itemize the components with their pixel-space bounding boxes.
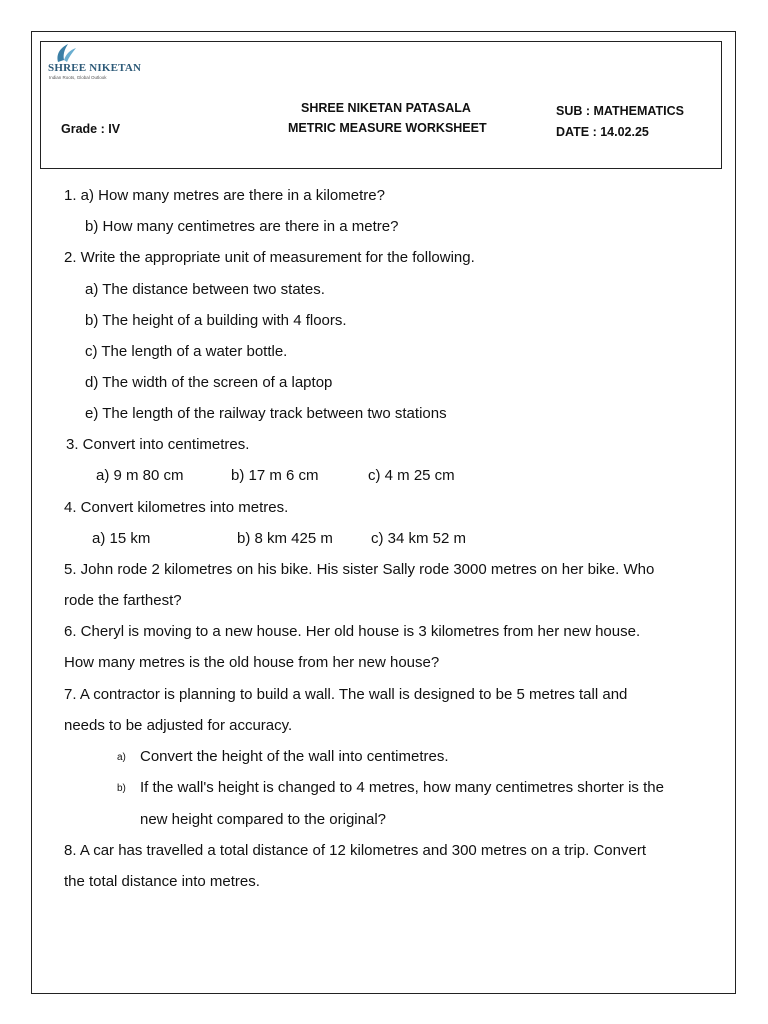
question-1b: b) How many centimetres are there in a metre? — [85, 218, 399, 235]
question-4a: a) 15 km — [92, 530, 151, 547]
question-3b: b) 17 m 6 cm — [231, 467, 319, 484]
subject-label: SUB : MATHEMATICS — [556, 104, 684, 118]
logo-name: SHREE NIKETAN — [48, 62, 142, 74]
question-7-line1: 7. A contractor is planning to build a wall. The wall is designed to be 5 metres tall and — [64, 686, 628, 703]
question-7b-line1: If the wall's height is changed to 4 metres, how many centimetres shorter is the — [140, 779, 664, 796]
question-7-line2: needs to be adjusted for accuracy. — [64, 717, 293, 734]
question-7a-marker: a) — [117, 752, 126, 763]
logo-tagline: Indian Roots, Global Outlook — [49, 75, 107, 80]
question-8-line2: the total distance into metres. — [64, 873, 260, 890]
date-label: DATE : 14.02.25 — [556, 125, 649, 139]
question-5-line1: 5. John rode 2 kilometres on his bike. His sister Sally rode 3000 metres on her bike. Who — [64, 561, 655, 578]
question-3: 3. Convert into centimetres. — [66, 436, 250, 453]
school-name: SHREE NIKETAN PATASALA — [301, 101, 471, 115]
question-2a: a) The distance between two states. — [85, 281, 325, 298]
question-6-line2: How many metres is the old house from her new house? — [64, 654, 440, 671]
question-4c: c) 34 km 52 m — [371, 530, 467, 547]
question-3a: a) 9 m 80 cm — [96, 467, 184, 484]
question-6-line1: 6. Cheryl is moving to a new house. Her old house is 3 kilometres from her new house. — [64, 623, 641, 640]
question-3c: c) 4 m 25 cm — [368, 467, 455, 484]
question-4b: b) 8 km 425 m — [237, 530, 333, 547]
question-2e: e) The length of the railway track between two stations — [85, 405, 447, 422]
question-2: 2. Write the appropriate unit of measurement for the following. — [64, 249, 475, 266]
question-2b: b) The height of a building with 4 floors. — [85, 312, 347, 329]
question-8-line1: 8. A car has travelled a total distance of 12 kilometres and 300 metres on a trip. Convert — [64, 842, 646, 859]
school-logo — [48, 42, 148, 82]
question-7a: Convert the height of the wall into centimetres. — [140, 748, 449, 765]
question-5-line2: rode the farthest? — [64, 592, 182, 609]
question-2c: c) The length of a water bottle. — [85, 343, 288, 360]
worksheet-title: METRIC MEASURE WORKSHEET — [288, 121, 487, 135]
bird-icon — [48, 42, 78, 64]
question-4: 4. Convert kilometres into metres. — [64, 499, 289, 516]
question-7b-line2: new height compared to the original? — [140, 811, 386, 828]
grade-label: Grade : IV — [61, 122, 121, 136]
question-7b-marker: b) — [117, 783, 126, 794]
question-1a: 1. a) How many metres are there in a kilometre? — [64, 187, 385, 204]
question-2d: d) The width of the screen of a laptop — [85, 374, 333, 391]
